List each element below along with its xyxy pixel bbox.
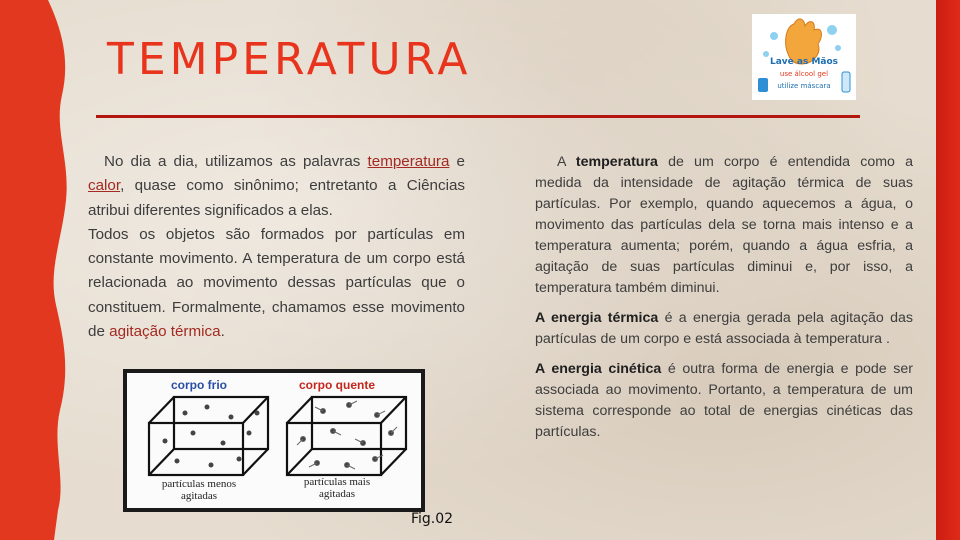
page-title: TEMPERATURA <box>107 34 472 85</box>
left-paragraph-1: No dia a dia, utilizamos as palavras temperatura e calor, quase como sinônimo; entretanto a Ciências atribui diferentes significados a elas. <box>88 153 466 219</box>
caption-hot-line-1: partículas mais <box>303 476 371 488</box>
right-paragraph-3: A energia cinética é outra forma de energia e pode ser associada ao movimento. Portanto, a temperatura de um sistema corresponde ao total de energias cinéticas das partículas. <box>535 361 913 440</box>
cold-particles <box>163 405 260 468</box>
left-edge-decoration <box>0 0 80 540</box>
label-corpo-quente: corpo quente <box>298 378 376 392</box>
term-energia-cinetica: A energia cinética <box>535 361 662 377</box>
figure-caption: Fig.02 <box>411 511 454 527</box>
term-calor: calor <box>88 177 121 195</box>
caption-hot-line-2: agitadas <box>318 488 356 500</box>
logo-text-2: use álcool gel <box>779 70 829 78</box>
handwashing-logo <box>752 14 856 100</box>
left-text-block <box>88 150 465 344</box>
term-temperatura-bold: temperatura <box>575 154 658 170</box>
logo-text-3: utilize máscara <box>777 82 831 90</box>
figure-frame <box>123 369 425 512</box>
label-corpo-frio: corpo frio <box>171 378 227 392</box>
logo-text-1: Lave as Mãos <box>769 57 839 67</box>
caption-cold-line-1: partículas menos <box>161 478 237 490</box>
term-agitacao-termica: agitação térmica <box>109 323 221 341</box>
figure-panel <box>127 373 421 508</box>
right-text-block <box>535 152 913 452</box>
caption-cold-line-2: agitadas <box>180 490 218 502</box>
right-edge-bar <box>936 0 960 540</box>
left-paragraph-2: Todos os objetos são formados por partículas em constante movimento. A temperatura de um corpo está relacionada ao movimento dessas partículas que o constituem. Formalmente, chamamos esse movimento de agitação térmica. <box>88 225 465 341</box>
right-paragraph-1: A temperatura de um corpo é entendida como a medida da intensidade de agitação térmica de suas partículas. Por exemplo, quando aquecemos a água, o movimento das partículas dela se torna mais intenso e a temperatura aumenta; porém, quando a água esfria, a agitação de suas partículas diminui e, por isso, a temperatura também diminui. <box>535 154 913 296</box>
term-temperatura: temperatura <box>367 153 450 170</box>
term-energia-termica: A energia térmica <box>535 310 659 326</box>
particles-diagram <box>127 373 421 508</box>
right-paragraph-2: A energia térmica é a energia gerada pela agitação das partículas de um corpo e está associada à temperatura . <box>535 310 913 347</box>
title-underline <box>96 115 860 118</box>
